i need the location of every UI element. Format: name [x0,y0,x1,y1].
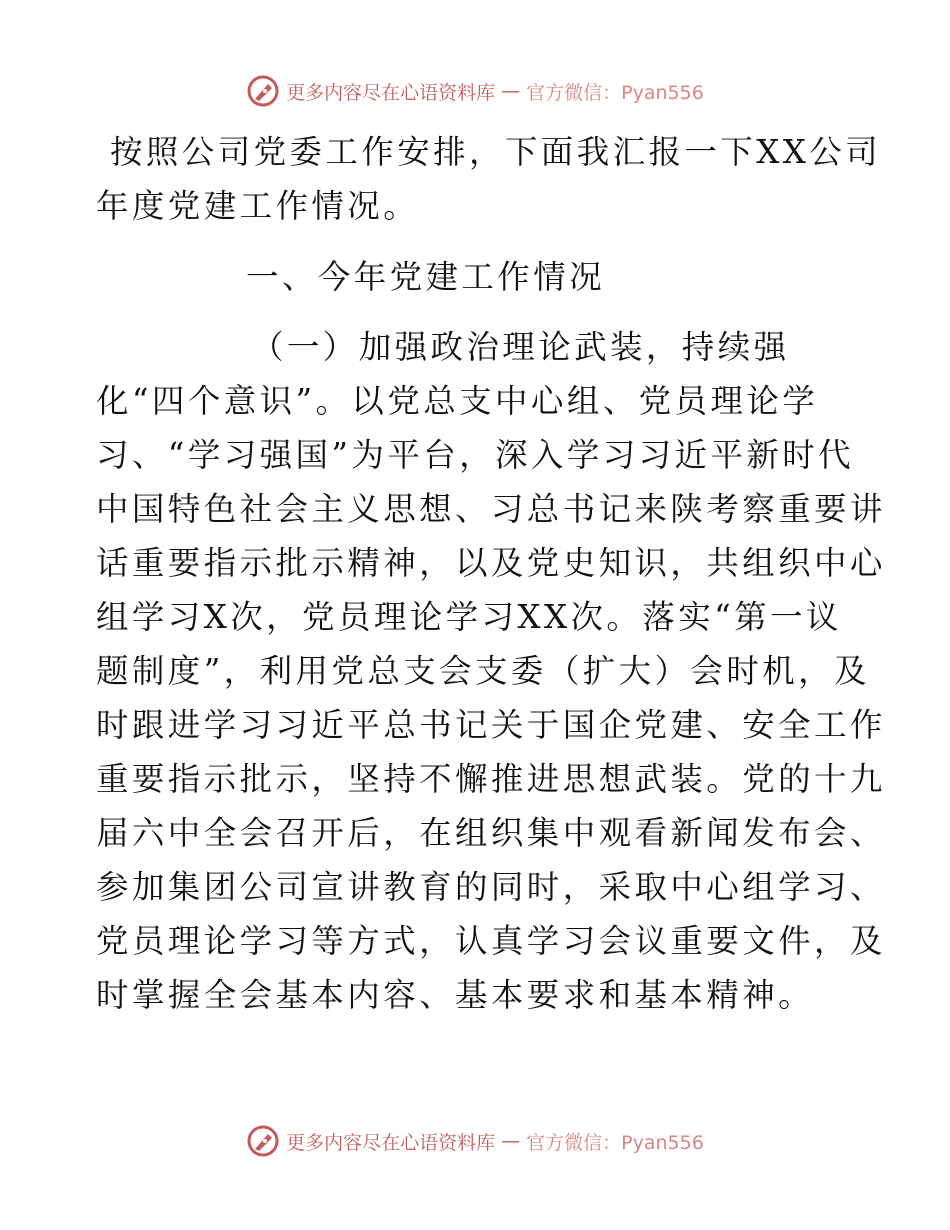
body-line: 参加集团公司宣讲教育的同时，采取中心组学习、 [96,868,886,906]
body-line: 时跟进学习习近平总书记关于国企党建、安全工作 [96,706,886,744]
body-line: 话重要指示批示精神，以及党史知识，共组织中心 [96,544,886,582]
body-line: 届六中全会召开后，在组织集中观看新闻发布会、 [96,814,886,852]
document-body [96,125,886,1022]
body-line: 习、“学习强国”为平台，深入学习习近平新时代 [96,436,855,474]
header-watermark [0,74,950,108]
body-line: 时掌握全会基本内容、基本要求和基本精神。 [96,976,815,1014]
watermark-separator: — [501,1130,521,1152]
subsection-heading: （一）加强政治理论武装，持续强 [251,328,790,366]
watermark-main-text: 更多内容尽在心语资料库 [286,1131,496,1154]
watermark-main-text: 更多内容尽在心语资料库 [286,81,496,104]
section-heading: 一、今年党建工作情况 [246,258,606,296]
footer-watermark [0,1124,950,1158]
body-line: 重要指示批示，坚持不懈推进思想武装。党的十九 [96,760,886,798]
body-line: 化“四个意识”。以党总支中心组、党员理论学 [96,382,819,420]
body-line: 组学习X次，党员理论学习XX次。落实“第一议 [96,598,842,636]
pen-nib-logo-icon [246,1124,280,1158]
watermark-wechat-text: 官方微信：Pyan556 [526,81,704,104]
intro-line: 年度党建工作情况。 [96,187,420,225]
watermark-separator: — [501,80,521,102]
pen-nib-logo-icon [246,74,280,108]
intro-line: 按照公司党委工作安排，下面我汇报一下XX公司 [110,133,882,171]
body-line: 中国特色社会主义思想、习总书记来陕考察重要讲 [96,490,886,528]
body-line: 党员理论学习等方式，认真学习会议重要文件，及 [96,922,886,960]
watermark-wechat-text: 官方微信：Pyan556 [526,1131,704,1154]
body-line: 题制度”，利用党总支会支委（扩大）会时机，及 [96,652,870,690]
